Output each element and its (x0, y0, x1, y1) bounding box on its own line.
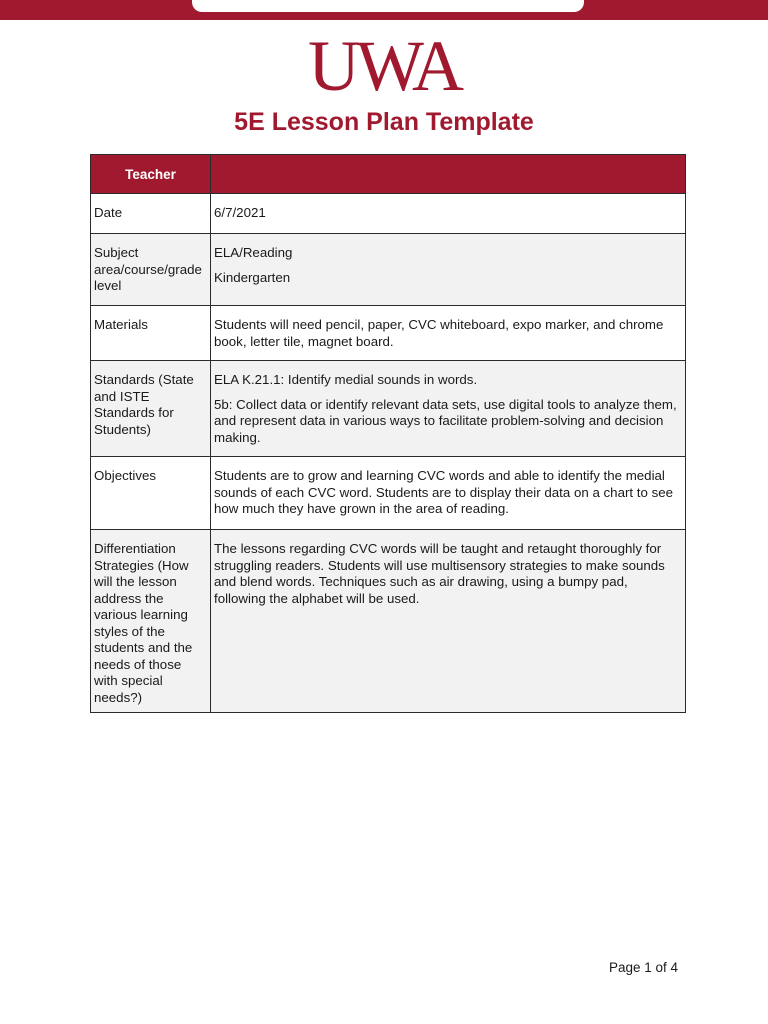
row-label: Subject area/course/grade level (91, 234, 211, 306)
page-title: 5E Lesson Plan Template (234, 108, 534, 136)
row-value (211, 194, 686, 234)
row-text: ELA K.21.1: Identify medial sounds in words. (214, 372, 478, 387)
row-value (211, 361, 686, 457)
table-row-standards (91, 361, 686, 457)
table-row-objectives (91, 457, 686, 530)
row-text: Students will need pencil, paper, CVC whiteboard, expo marker, and chrome book, letter tile, magnet board. (214, 317, 664, 349)
row-label: Objectives (91, 457, 211, 530)
top-band-notch (192, 0, 584, 12)
lesson-plan-table (90, 154, 686, 713)
row-label: Date (91, 194, 211, 234)
row-text: 5b: Collect data or identify relevant data sets, use digital tools to analyze them, and represent data in various ways to facilitate problem-solving and decision making. (214, 396, 677, 445)
table-row-date (91, 194, 686, 234)
teacher-label: Teacher (91, 155, 211, 194)
uwa-logo: UWA (308, 26, 460, 106)
table-row-differentiation (91, 530, 686, 713)
row-label: Standards (State and ISTE Standards for Students) (91, 361, 211, 457)
table-row-subject (91, 234, 686, 306)
row-label: Materials (91, 306, 211, 361)
row-value (211, 457, 686, 530)
table-header-row (91, 155, 686, 194)
row-value (211, 306, 686, 361)
row-text: The lessons regarding CVC words will be taught and retaught thoroughly for struggling readers. Students will use multisensory strategies to make sounds and blend words. Techniques such as air drawing, using a bumpy pad, following the alphabet will be used. (214, 541, 665, 606)
row-value (211, 234, 686, 306)
row-text: 6/7/2021 (214, 205, 266, 220)
page-number: Page 1 of 4 (608, 960, 678, 975)
row-text: Kindergarten (214, 269, 291, 285)
row-label: Differentiation Strategies (How will the lesson address the various learning styles of the students and the needs of those with special needs?) (91, 530, 211, 713)
row-text: ELA/Reading (214, 245, 293, 260)
table-row-materials (91, 306, 686, 361)
row-text: Students are to grow and learning CVC words and able to identify the medial sounds of each CVC word. Students are to display their data on a chart to see how much they have grown in the area of reading. (214, 468, 674, 516)
teacher-value (211, 155, 686, 194)
row-value (211, 530, 686, 713)
